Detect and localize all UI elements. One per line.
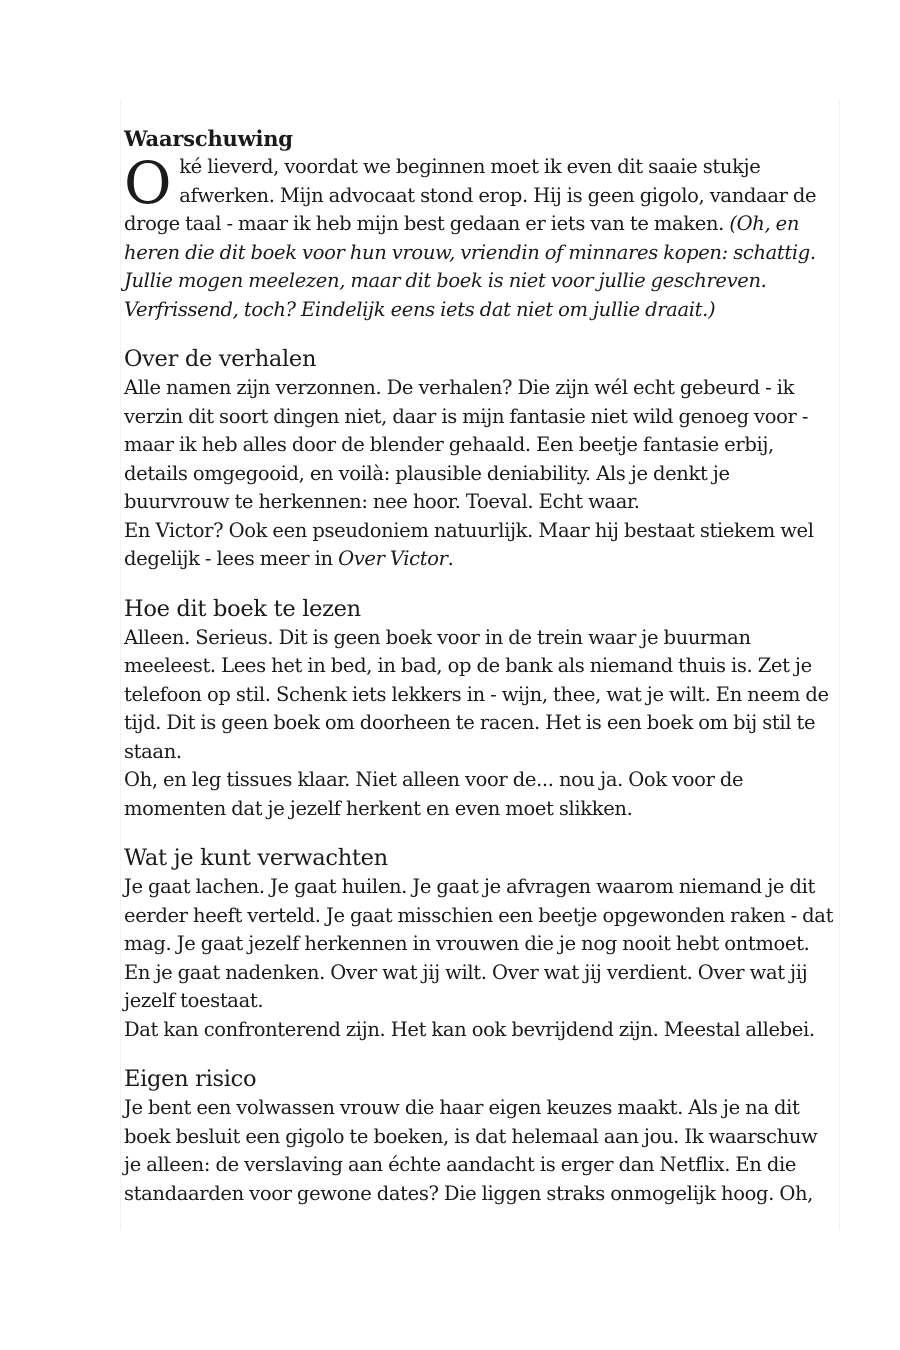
section-paragraph: Je gaat lachen. Je gaat huilen. Je gaat je afvragen waarom niemand je dit eerder heeft verteld. Je gaat misschien een beetje opgewonden raken - dat mag. Je gaat jezelf herkennen in vrouwen die je nog nooit hebt ontmoet. En je gaat nadenken. Over wat jij wilt. Over wat jij verdient. Over wat jij jezelf toestaat. xyxy=(124,875,834,1012)
paragraph-text: En Victor? Ook een pseudoniem natuurlijk. Maar hij bestaat stiekem wel degelijk - lees meer in xyxy=(124,518,814,570)
intro-paragraph xyxy=(124,149,839,324)
section-paragraph: Oh, en leg tissues klaar. Niet alleen voor de... nou ja. Ook voor de momenten dat je jezelf herkent en even moet slikken. xyxy=(124,768,744,820)
book-reference: Over Victor xyxy=(338,547,448,570)
section-heading-wat-je-kunt-verwachten: Wat je kunt verwachten xyxy=(124,845,388,871)
intro-aside: (Oh, en heren die dit boek voor hun vrouw, vriendin of minnares kopen: schattig. Jullie mogen meelezen, maar dit boek is niet voor jullie geschreven. Verfrissend, toch? Eindelijk eens iets dat niet om jullie draait.) xyxy=(124,212,816,321)
paragraph-text: . xyxy=(447,547,454,570)
drop-cap: O xyxy=(124,149,172,217)
section-heading-hoe-dit-boek-te-lezen: Hoe dit boek te lezen xyxy=(124,595,361,622)
section-heading-over-de-verhalen: Over de verhalen xyxy=(124,346,317,372)
page-title: Waarschuwing xyxy=(124,126,293,151)
section-paragraph: Alle namen zijn verzonnen. De verhalen? Die zijn wél echt gebeurd - ik verzin dit soort dingen niet, daar is mijn fantasie niet wild genoeg voor - maar ik heb alles door de blender gehaald. Een beetje fantasie erbij, details omgegooid, en voilà: plausible deniability. Als je denkt je buurvrouw te herkennen: nee hoor. Toeval. Echt waar. xyxy=(124,376,809,513)
section-paragraph: Alleen. Serieus. Dit is geen boek voor in de trein waar je buurman meeleest. Lees het in bed, in bad, op de bank als niemand thuis is. Zet je telefoon op stil. Schenk iets lekkers in - wijn, thee, wat je wilt. En neem de tijd. Dit is geen boek om doorheen te racen. Het is een boek om bij stil te staan. xyxy=(124,625,829,763)
section-paragraph xyxy=(124,517,839,574)
intro-text: ké lieverd, voordat we beginnen moet ik even dit saaie stukje afwerken. Mijn advocaat stond erop. Hij is geen gigolo, vandaar de droge taal - maar ik heb mijn best gedaan er iets van te maken. xyxy=(124,155,817,235)
section-heading-eigen-risico: Eigen risico xyxy=(124,1066,257,1092)
section-paragraph: Dat kan confronterend zijn. Het kan ook bevrijdend zijn. Meestal allebei. xyxy=(124,1017,815,1041)
document-page xyxy=(120,100,840,1230)
section-paragraph: Je bent een volwassen vrouw die haar eigen keuzes maakt. Als je na dit boek besluit een gigolo te boeken, is dat helemaal aan jou. Ik waarschuw je alleen: de verslaving aan échte aandacht is erger dan Netflix. En die standaarden voor gewone dates? Die liggen straks onmogelijk hoog. Oh, xyxy=(124,1096,818,1205)
